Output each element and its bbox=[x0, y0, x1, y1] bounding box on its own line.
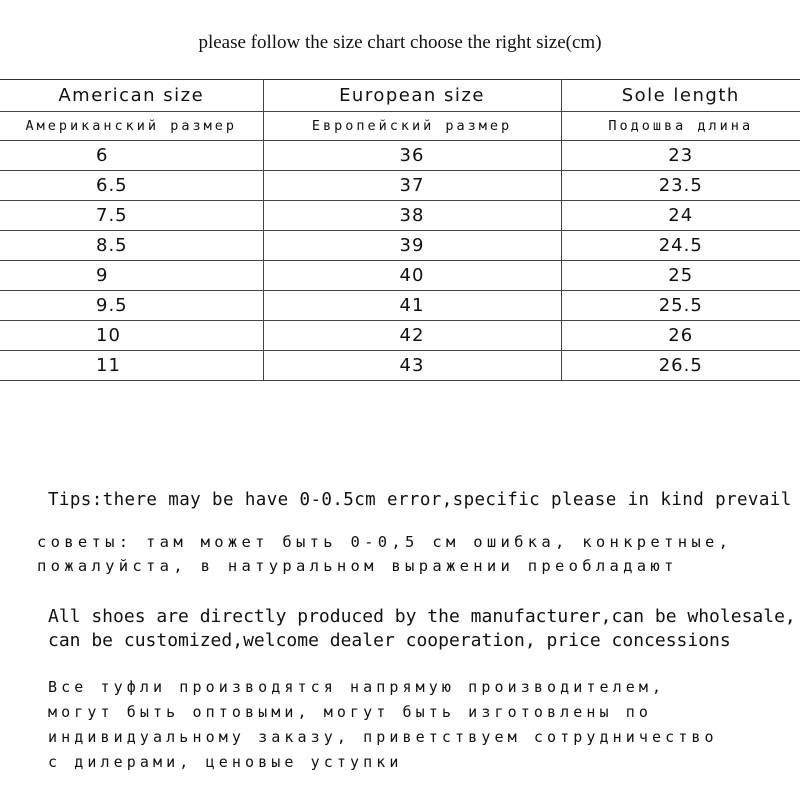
cell-european-size: 38 bbox=[263, 201, 561, 231]
size-chart-table bbox=[0, 79, 800, 381]
table-row bbox=[0, 321, 800, 351]
cell-european-size: 41 bbox=[263, 291, 561, 321]
header-row-russian bbox=[0, 112, 800, 141]
header-sole-length-ru: Подошва длина bbox=[561, 112, 800, 141]
header-european-size-ru: Европейский размер bbox=[263, 112, 561, 141]
cell-european-size: 40 bbox=[263, 261, 561, 291]
cell-american-size: 10 bbox=[0, 321, 263, 351]
tips-russian bbox=[37, 530, 782, 578]
table-row bbox=[0, 171, 800, 201]
tips-russian-line: пожалуйста, в натуральном выражении преобладают bbox=[37, 557, 678, 575]
tips-russian-line: советы: там может быть 0-0,5 см ошибка, конкретные, bbox=[37, 533, 733, 551]
header-sole-length: Sole length bbox=[561, 80, 800, 112]
table-row bbox=[0, 351, 800, 381]
cell-sole-length: 25 bbox=[561, 261, 800, 291]
cell-european-size: 42 bbox=[263, 321, 561, 351]
manufacturer-russian-line: Все туфли производятся напрямую производителем, bbox=[48, 678, 666, 696]
table-row bbox=[0, 261, 800, 291]
header-row-english bbox=[0, 80, 800, 112]
cell-american-size: 6.5 bbox=[0, 171, 263, 201]
cell-sole-length: 24 bbox=[561, 201, 800, 231]
cell-american-size: 6 bbox=[0, 141, 263, 171]
cell-european-size: 43 bbox=[263, 351, 561, 381]
cell-sole-length: 24.5 bbox=[561, 231, 800, 261]
cell-american-size: 7.5 bbox=[0, 201, 263, 231]
cell-american-size: 11 bbox=[0, 351, 263, 381]
cell-american-size: 9 bbox=[0, 261, 263, 291]
cell-sole-length: 26 bbox=[561, 321, 800, 351]
manufacturer-note-english bbox=[48, 605, 796, 653]
manufacturer-note-russian bbox=[48, 675, 788, 775]
cell-american-size: 9.5 bbox=[0, 291, 263, 321]
manufacturer-russian-line: могут быть оптовыми, могут быть изготовлены по bbox=[48, 703, 653, 721]
cell-sole-length: 25.5 bbox=[561, 291, 800, 321]
manufacturer-english-line: can be customized,welcome dealer cooperation, price concessions bbox=[48, 630, 731, 651]
header-american-size: American size bbox=[0, 80, 263, 112]
cell-american-size: 8.5 bbox=[0, 231, 263, 261]
page-title: please follow the size chart choose the right size(cm) bbox=[198, 32, 602, 53]
tips-english: Tips:there may be have 0-0.5cm error,specific please in kind prevail bbox=[48, 490, 792, 510]
manufacturer-russian-line: с дилерами, ценовые уступки bbox=[48, 753, 403, 771]
cell-sole-length: 23 bbox=[561, 141, 800, 171]
table-row bbox=[0, 141, 800, 171]
table-row bbox=[0, 231, 800, 261]
cell-european-size: 37 bbox=[263, 171, 561, 201]
cell-european-size: 36 bbox=[263, 141, 561, 171]
table-row bbox=[0, 201, 800, 231]
cell-sole-length: 26.5 bbox=[561, 351, 800, 381]
manufacturer-english-line: All shoes are directly produced by the manufacturer,can be wholesale, bbox=[48, 606, 796, 627]
manufacturer-russian-line: индивидуальному заказу, приветствуем сотрудничество bbox=[48, 728, 718, 746]
header-european-size: European size bbox=[263, 80, 561, 112]
cell-european-size: 39 bbox=[263, 231, 561, 261]
header-american-size-ru: Американский размер bbox=[0, 112, 263, 141]
cell-sole-length: 23.5 bbox=[561, 171, 800, 201]
table-row bbox=[0, 291, 800, 321]
